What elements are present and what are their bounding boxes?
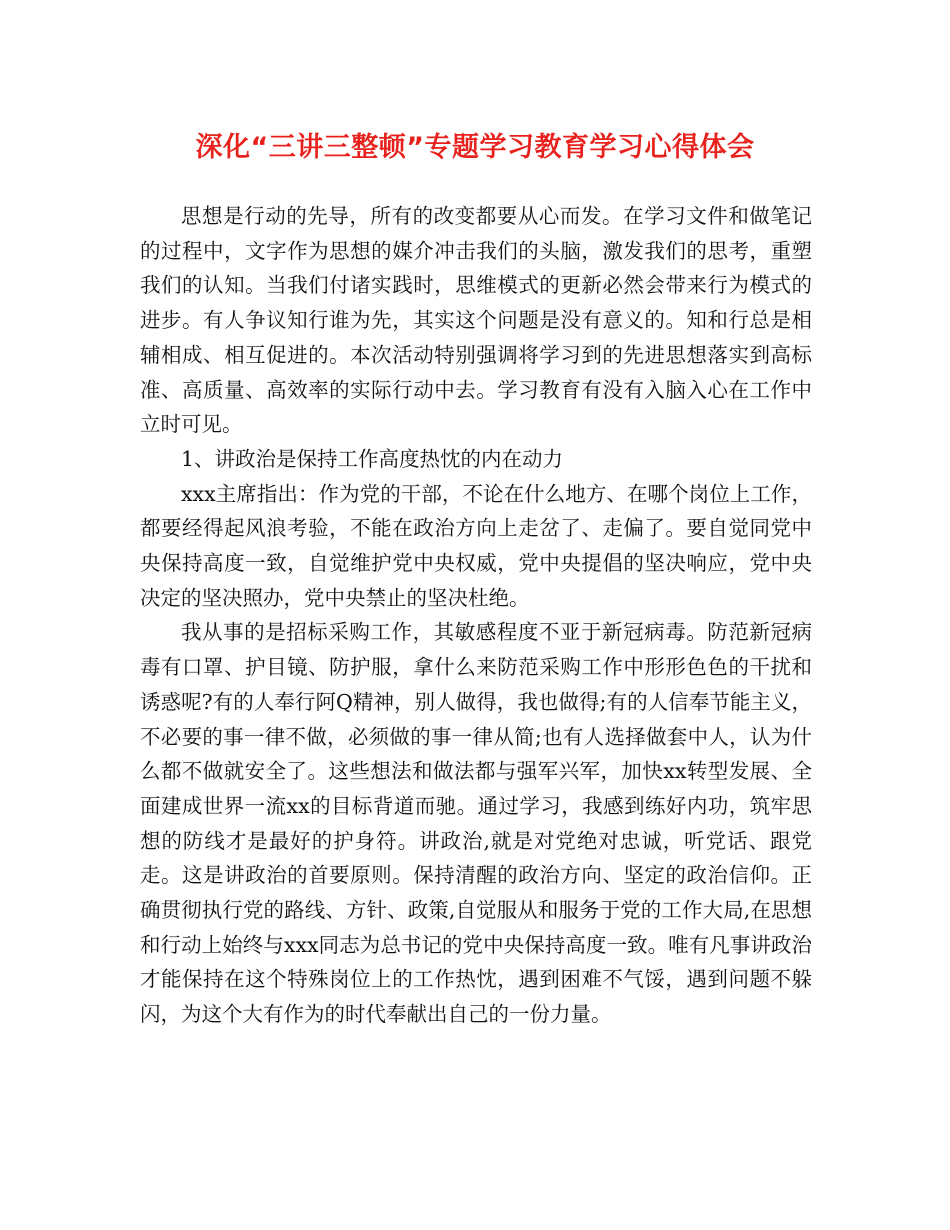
document-body — [140, 199, 812, 1032]
document-title: 深化“三讲三整顿”专题学习教育学习心得体会 — [195, 132, 755, 163]
paragraph-intro: 思想是行动的先导，所有的改变都要从心而发。在学习文件和做笔记的过程中，文字作为思想的媒介冲击我们的头脑，激发我们的思考，重塑我们的认知。当我们付诸实践时，思维模式的更新必然会带来行为模式的进步。有人争议知行谁为先，其实这个问题是没有意义的。知和行总是相辅相成、相互促进的。本次活动特别强调将学习到的先进思想落实到高标准、高质量、高效率的实际行动中去。学习教育有没有入脑入心在工作中立时可见。 — [140, 204, 812, 437]
paragraph-quote: xxx主席指出：作为党的干部，不论在什么地方、在哪个岗位上工作，都要经得起风浪考验，不能在政治方向上走岔了、走偏了。要自觉同党中央保持高度一致，自觉维护党中央权威，党中央提倡的坚决响应，党中央决定的坚决照办，党中央禁止的坚决杜绝。 — [140, 481, 812, 610]
paragraph-reflection: 我从事的是招标采购工作，其敏感程度不亚于新冠病毒。防范新冠病毒有口罩、护目镜、防护服，拿什么来防范采购工作中形形色色的干扰和诱惑呢?有的人奉行阿Q精神，别人做得，我也做得;有的人信奉节能主义，不必要的事一律不做，必须做的事一律从简;也有人选择做套中人，认为什么都不做就安全了。这些想法和做法都与强军兴军，加快xx转型发展、全面建成世界一流xx的目标背道而驰。通过学习，我感到练好内功，筑牢思想的防线才是最好的护身符。讲政治,就是对党绝对忠诚，听党话、跟党走。这是讲政治的首要原则。保持清醒的政治方向、坚定的政治信仰。正确贯彻执行党的路线、方针、政策,自觉服从和服务于党的工作大局,在思想和行动上始终与xxx同志为总书记的党中央保持高度一致。唯有凡事讲政治才能保持在这个特殊岗位上的工作热忱，遇到困难不气馁，遇到问题不躲闪，为这个大有作为的时代奉献出自己的一份力量。 — [140, 620, 812, 1027]
section-heading-1: 1、讲政治是保持工作高度热忱的内在动力 — [181, 446, 564, 471]
